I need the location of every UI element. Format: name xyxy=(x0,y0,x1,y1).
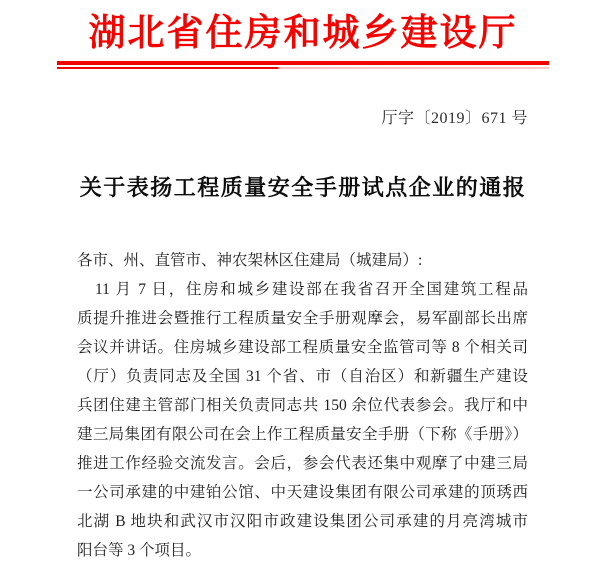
agency-name: 湖北省住房和城乡建设厅 xyxy=(88,13,518,54)
body-line: 11 月 7 日，住房和城乡建设部在我省召开全国建筑工程品 xyxy=(95,281,528,298)
salutation-line: 各市、州、直管市、神农架林区住建局（城建局）: xyxy=(77,252,423,269)
body-line: 质提升推进会暨推行工程质量安全手册观摩会，易军副部长出席 xyxy=(77,310,528,327)
body-line: （厅）负责同志及全国 31 个省、市（自治区）和新疆生产建设 xyxy=(77,368,528,385)
divider-thick-line xyxy=(57,61,549,65)
body-line: 一公司承建的中建铂公馆、中天建设集团有限公司承建的顶琇西 xyxy=(77,484,528,501)
body-line: 建三局集团有限公司在会上作工程质量安全手册（下称《手册》） xyxy=(77,426,528,443)
body-line: 推进工作经验交流发言。会后，参会代表还集中观摩了中建三局 xyxy=(77,455,528,472)
document-body xyxy=(0,246,528,565)
body-line: 兵团住建主管部门相关负责同志共 150 余位代表参会。我厅和中 xyxy=(77,397,528,414)
body-line-last: 阳台等 3 个项目。 xyxy=(77,542,202,559)
divider-thin-line xyxy=(57,67,549,69)
body-line: 会议并讲话。住房城乡建设部工程质量安全监管司等 8 个相关司 xyxy=(77,339,528,356)
document-number: 厅字〔2019〕671 号 xyxy=(381,110,528,127)
header-divider xyxy=(57,61,549,69)
document-title: 关于表扬工程质量安全手册试点企业的通报 xyxy=(79,175,527,200)
body-line: 北湖 B 地块和武汉市汉阳市政建设集团公司承建的月亮湾城市 xyxy=(77,513,528,530)
